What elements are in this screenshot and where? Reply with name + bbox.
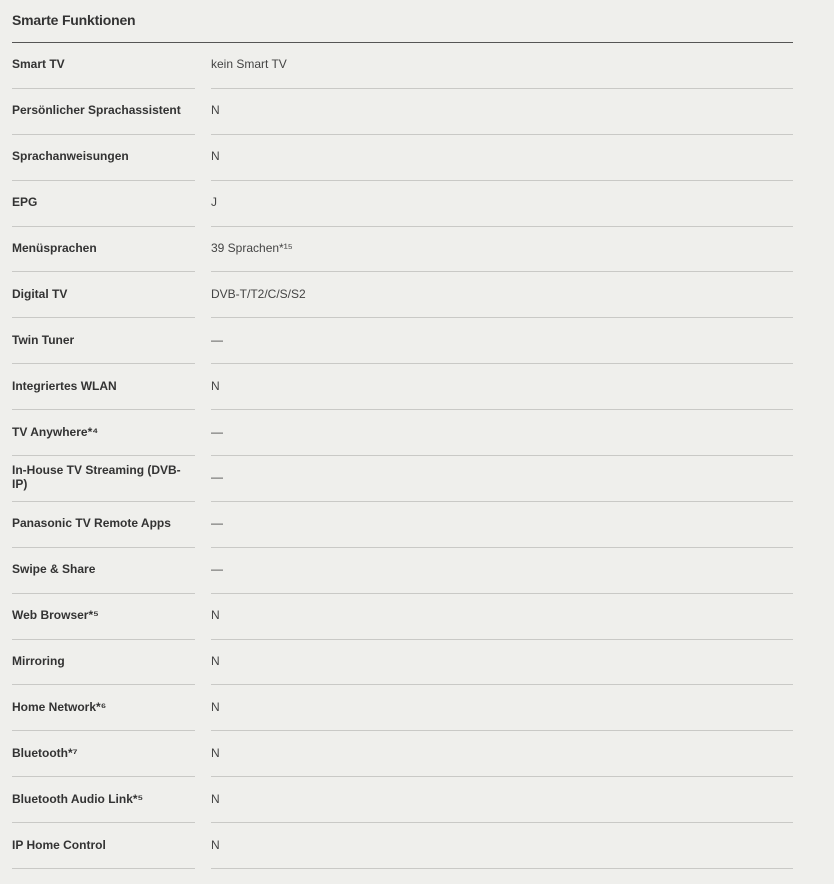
row-value: N bbox=[211, 777, 793, 823]
table-row bbox=[12, 364, 793, 410]
section-title: Smarte Funktionen bbox=[12, 0, 793, 43]
table-row bbox=[12, 548, 793, 594]
table-row bbox=[12, 181, 793, 227]
row-value: N bbox=[211, 89, 793, 135]
row-value: N bbox=[211, 731, 793, 777]
row-value: N bbox=[211, 823, 793, 869]
row-value: N bbox=[211, 364, 793, 410]
row-label: Web Browser*⁵ bbox=[12, 594, 195, 640]
spec-table bbox=[12, 43, 793, 869]
row-value: — bbox=[211, 318, 793, 364]
row-value: N bbox=[211, 594, 793, 640]
row-value: — bbox=[211, 410, 793, 456]
table-row bbox=[12, 318, 793, 364]
table-row bbox=[12, 823, 793, 869]
table-row bbox=[12, 731, 793, 777]
row-label: Sprachanweisungen bbox=[12, 135, 195, 181]
row-label: Smart TV bbox=[12, 43, 195, 89]
row-label: Menüsprachen bbox=[12, 227, 195, 273]
table-row bbox=[12, 640, 793, 686]
table-row bbox=[12, 43, 793, 89]
row-label: TV Anywhere*⁴ bbox=[12, 410, 195, 456]
row-value: — bbox=[211, 502, 793, 548]
row-value: DVB-T/T2/C/S/S2 bbox=[211, 272, 793, 318]
row-label: Bluetooth Audio Link*⁵ bbox=[12, 777, 195, 823]
table-row bbox=[12, 272, 793, 318]
table-row bbox=[12, 594, 793, 640]
table-row bbox=[12, 89, 793, 135]
row-label: Bluetooth*⁷ bbox=[12, 731, 195, 777]
row-label: Integriertes WLAN bbox=[12, 364, 195, 410]
row-label: Mirroring bbox=[12, 640, 195, 686]
row-label: Persönlicher Sprachassistent bbox=[12, 89, 195, 135]
table-row bbox=[12, 456, 793, 502]
row-value: 39 Sprachen*¹⁵ bbox=[211, 227, 793, 273]
row-label: Home Network*⁶ bbox=[12, 685, 195, 731]
table-row bbox=[12, 135, 793, 181]
table-row bbox=[12, 502, 793, 548]
row-label: IP Home Control bbox=[12, 823, 195, 869]
row-label: Twin Tuner bbox=[12, 318, 195, 364]
row-value: N bbox=[211, 135, 793, 181]
row-label: In-House TV Streaming (DVB-IP) bbox=[12, 456, 195, 502]
row-label: Digital TV bbox=[12, 272, 195, 318]
row-value: kein Smart TV bbox=[211, 43, 793, 89]
row-label: Swipe & Share bbox=[12, 548, 195, 594]
spec-section bbox=[12, 0, 793, 869]
row-value: — bbox=[211, 548, 793, 594]
row-label: Panasonic TV Remote Apps bbox=[12, 502, 195, 548]
table-row bbox=[12, 410, 793, 456]
table-row bbox=[12, 227, 793, 273]
row-value: N bbox=[211, 685, 793, 731]
table-row bbox=[12, 777, 793, 823]
row-value: — bbox=[211, 456, 793, 502]
row-value: J bbox=[211, 181, 793, 227]
row-value: N bbox=[211, 640, 793, 686]
row-label: EPG bbox=[12, 181, 195, 227]
table-row bbox=[12, 685, 793, 731]
